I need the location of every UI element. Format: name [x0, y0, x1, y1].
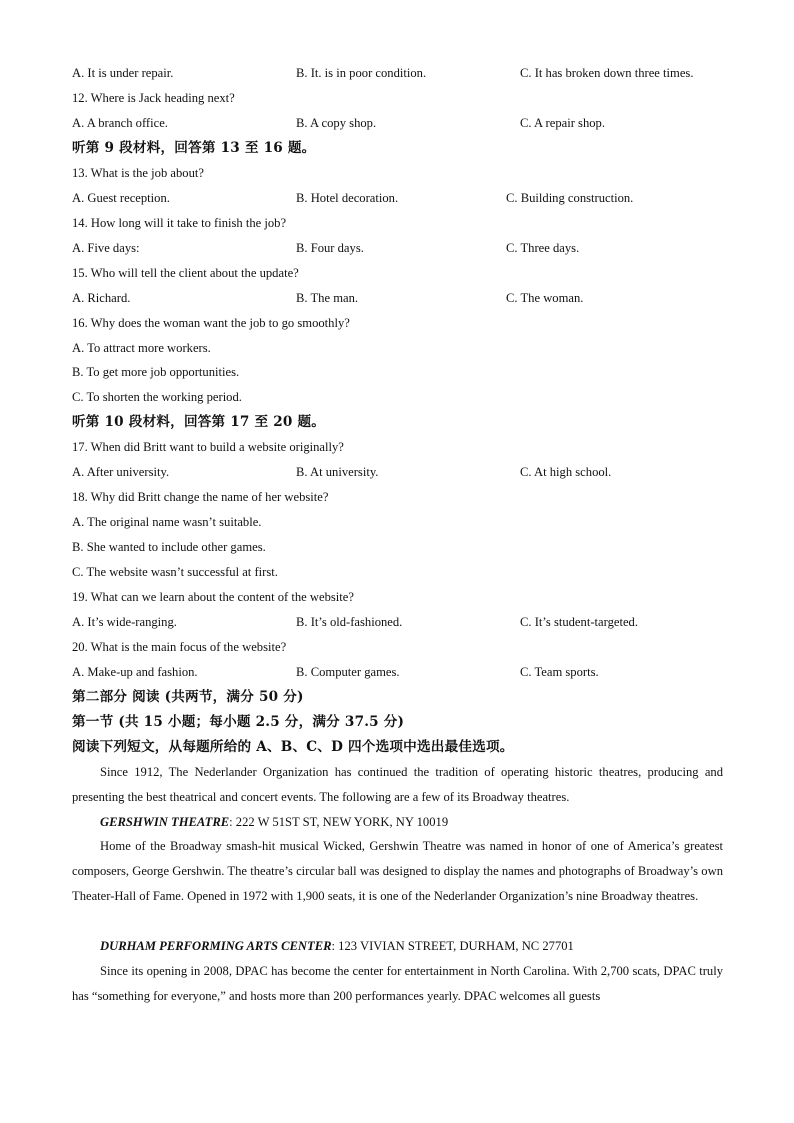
- q13-question: 13. What is the job about?: [72, 166, 204, 180]
- q19-option-c: C. It’s student-targeted.: [520, 615, 638, 629]
- q20-option-c: C. Team sports.: [520, 665, 599, 679]
- q11-option-b: B. It. is in poor condition.: [296, 66, 427, 80]
- q18-option-b: B. She wanted to include other games.: [72, 540, 266, 554]
- q14-question: 14. How long will it take to finish the job?: [72, 216, 287, 230]
- q12-option-b: B. A copy shop.: [296, 116, 377, 130]
- q13-option-b: B. Hotel decoration.: [296, 191, 399, 205]
- q15-option-b: B. The man.: [296, 291, 359, 305]
- q18-option-c: C. The website wasn’t successful at first.: [72, 565, 278, 579]
- q15-question: 15. Who will tell the client about the update?: [72, 266, 299, 280]
- intro-paragraph-text: Since 1912, The Nederlander Organization has continued the tradition of operating historic theatres, producing and presenting the best theatrical and concert events. The following are a few of its Broadway theatres.: [72, 765, 723, 804]
- venue-1-description: Home of the Broadway smash-hit musical Wicked, Gershwin Theatre was named in honor of one of America’s greatest composers, George Gershwin. The theatre’s circular ball was designed to display the names and photographs of Broadway’s own Theater-Hall of Fame. Opened in 1972 with 1,900 seats, it is one of the Nederlander Organization’s nine Broadway theatres.: [72, 839, 723, 903]
- venue-2-description: Since its opening in 2008, DPAC has become the center for entertainment in North Carolina. With 2,700 scats, DPAC truly has “something for everyone,” and hosts more than 200 performances yearly. DPAC welcomes all guests: [72, 964, 723, 1003]
- reading-instruction: 阅读下列短文，从每题所给的 A、B、C、D 四个选项中选出最佳选项。: [72, 739, 514, 755]
- venue-1-address: : 222 W 51ST ST, NEW YORK, NY 10019: [229, 815, 449, 829]
- venue-2-paragraph: [72, 959, 723, 1009]
- q13-option-c: C. Building construction.: [506, 191, 634, 205]
- q14-option-a: A. Five days:: [72, 241, 140, 255]
- q19-question: 19. What can we learn about the content of the website?: [72, 590, 354, 604]
- section-10-heading: 听第 10 段材料，回答第 17 至 20 题。: [72, 414, 326, 430]
- section-1-heading: 第一节 (共 15 小题；每小题 2.5 分，满分 37.5 分): [72, 714, 405, 730]
- q16-question: 16. Why does the woman want the job to go smoothly?: [72, 316, 350, 330]
- venue-1-paragraph: [72, 834, 723, 909]
- q14-option-b: B. Four days.: [296, 241, 364, 255]
- q12-question: 12. Where is Jack heading next?: [72, 91, 235, 105]
- q12-option-c: C. A repair shop.: [520, 116, 606, 130]
- venue-2-address: : 123 VIVIAN STREET, DURHAM, NC 27701: [331, 939, 574, 953]
- venue-2-header: [100, 935, 574, 957]
- intro-paragraph: [72, 760, 723, 810]
- q18-option-a: A. The original name wasn’t suitable.: [72, 515, 262, 529]
- q11-option-c: C. It has broken down three times.: [520, 66, 694, 80]
- q11-option-a: A. It is under repair.: [72, 66, 174, 80]
- q19-option-a: A. It’s wide-ranging.: [72, 615, 177, 629]
- q17-option-b: B. At university.: [296, 465, 379, 479]
- q20-option-a: A. Make-up and fashion.: [72, 665, 198, 679]
- q15-option-c: C. The woman.: [506, 291, 584, 305]
- venue-1-header: [100, 811, 448, 833]
- q15-option-a: A. Richard.: [72, 291, 131, 305]
- venue-2-name: DURHAM PERFORMING ARTS CENTER: [100, 939, 332, 953]
- q17-question: 17. When did Britt want to build a website originally?: [72, 440, 344, 454]
- q13-option-a: A. Guest reception.: [72, 191, 170, 205]
- q20-question: 20. What is the main focus of the website?: [72, 640, 287, 654]
- q16-option-c: C. To shorten the working period.: [72, 390, 242, 404]
- q14-option-c: C. Three days.: [506, 241, 580, 255]
- q17-option-c: C. At high school.: [520, 465, 612, 479]
- section-9-heading: 听第 9 段材料，回答第 13 至 16 题。: [72, 140, 316, 156]
- q20-option-b: B. Computer games.: [296, 665, 400, 679]
- q19-option-b: B. It’s old-fashioned.: [296, 615, 403, 629]
- q18-question: 18. Why did Britt change the name of her website?: [72, 490, 329, 504]
- q16-option-b: B. To get more job opportunities.: [72, 365, 240, 379]
- q12-option-a: A. A branch office.: [72, 116, 168, 130]
- q17-option-a: A. After university.: [72, 465, 170, 479]
- venue-1-name: GERSHWIN THEATRE: [100, 815, 230, 829]
- part-2-heading: 第二部分 阅读 (共两节，满分 50 分): [72, 689, 304, 705]
- q16-option-a: A. To attract more workers.: [72, 341, 211, 355]
